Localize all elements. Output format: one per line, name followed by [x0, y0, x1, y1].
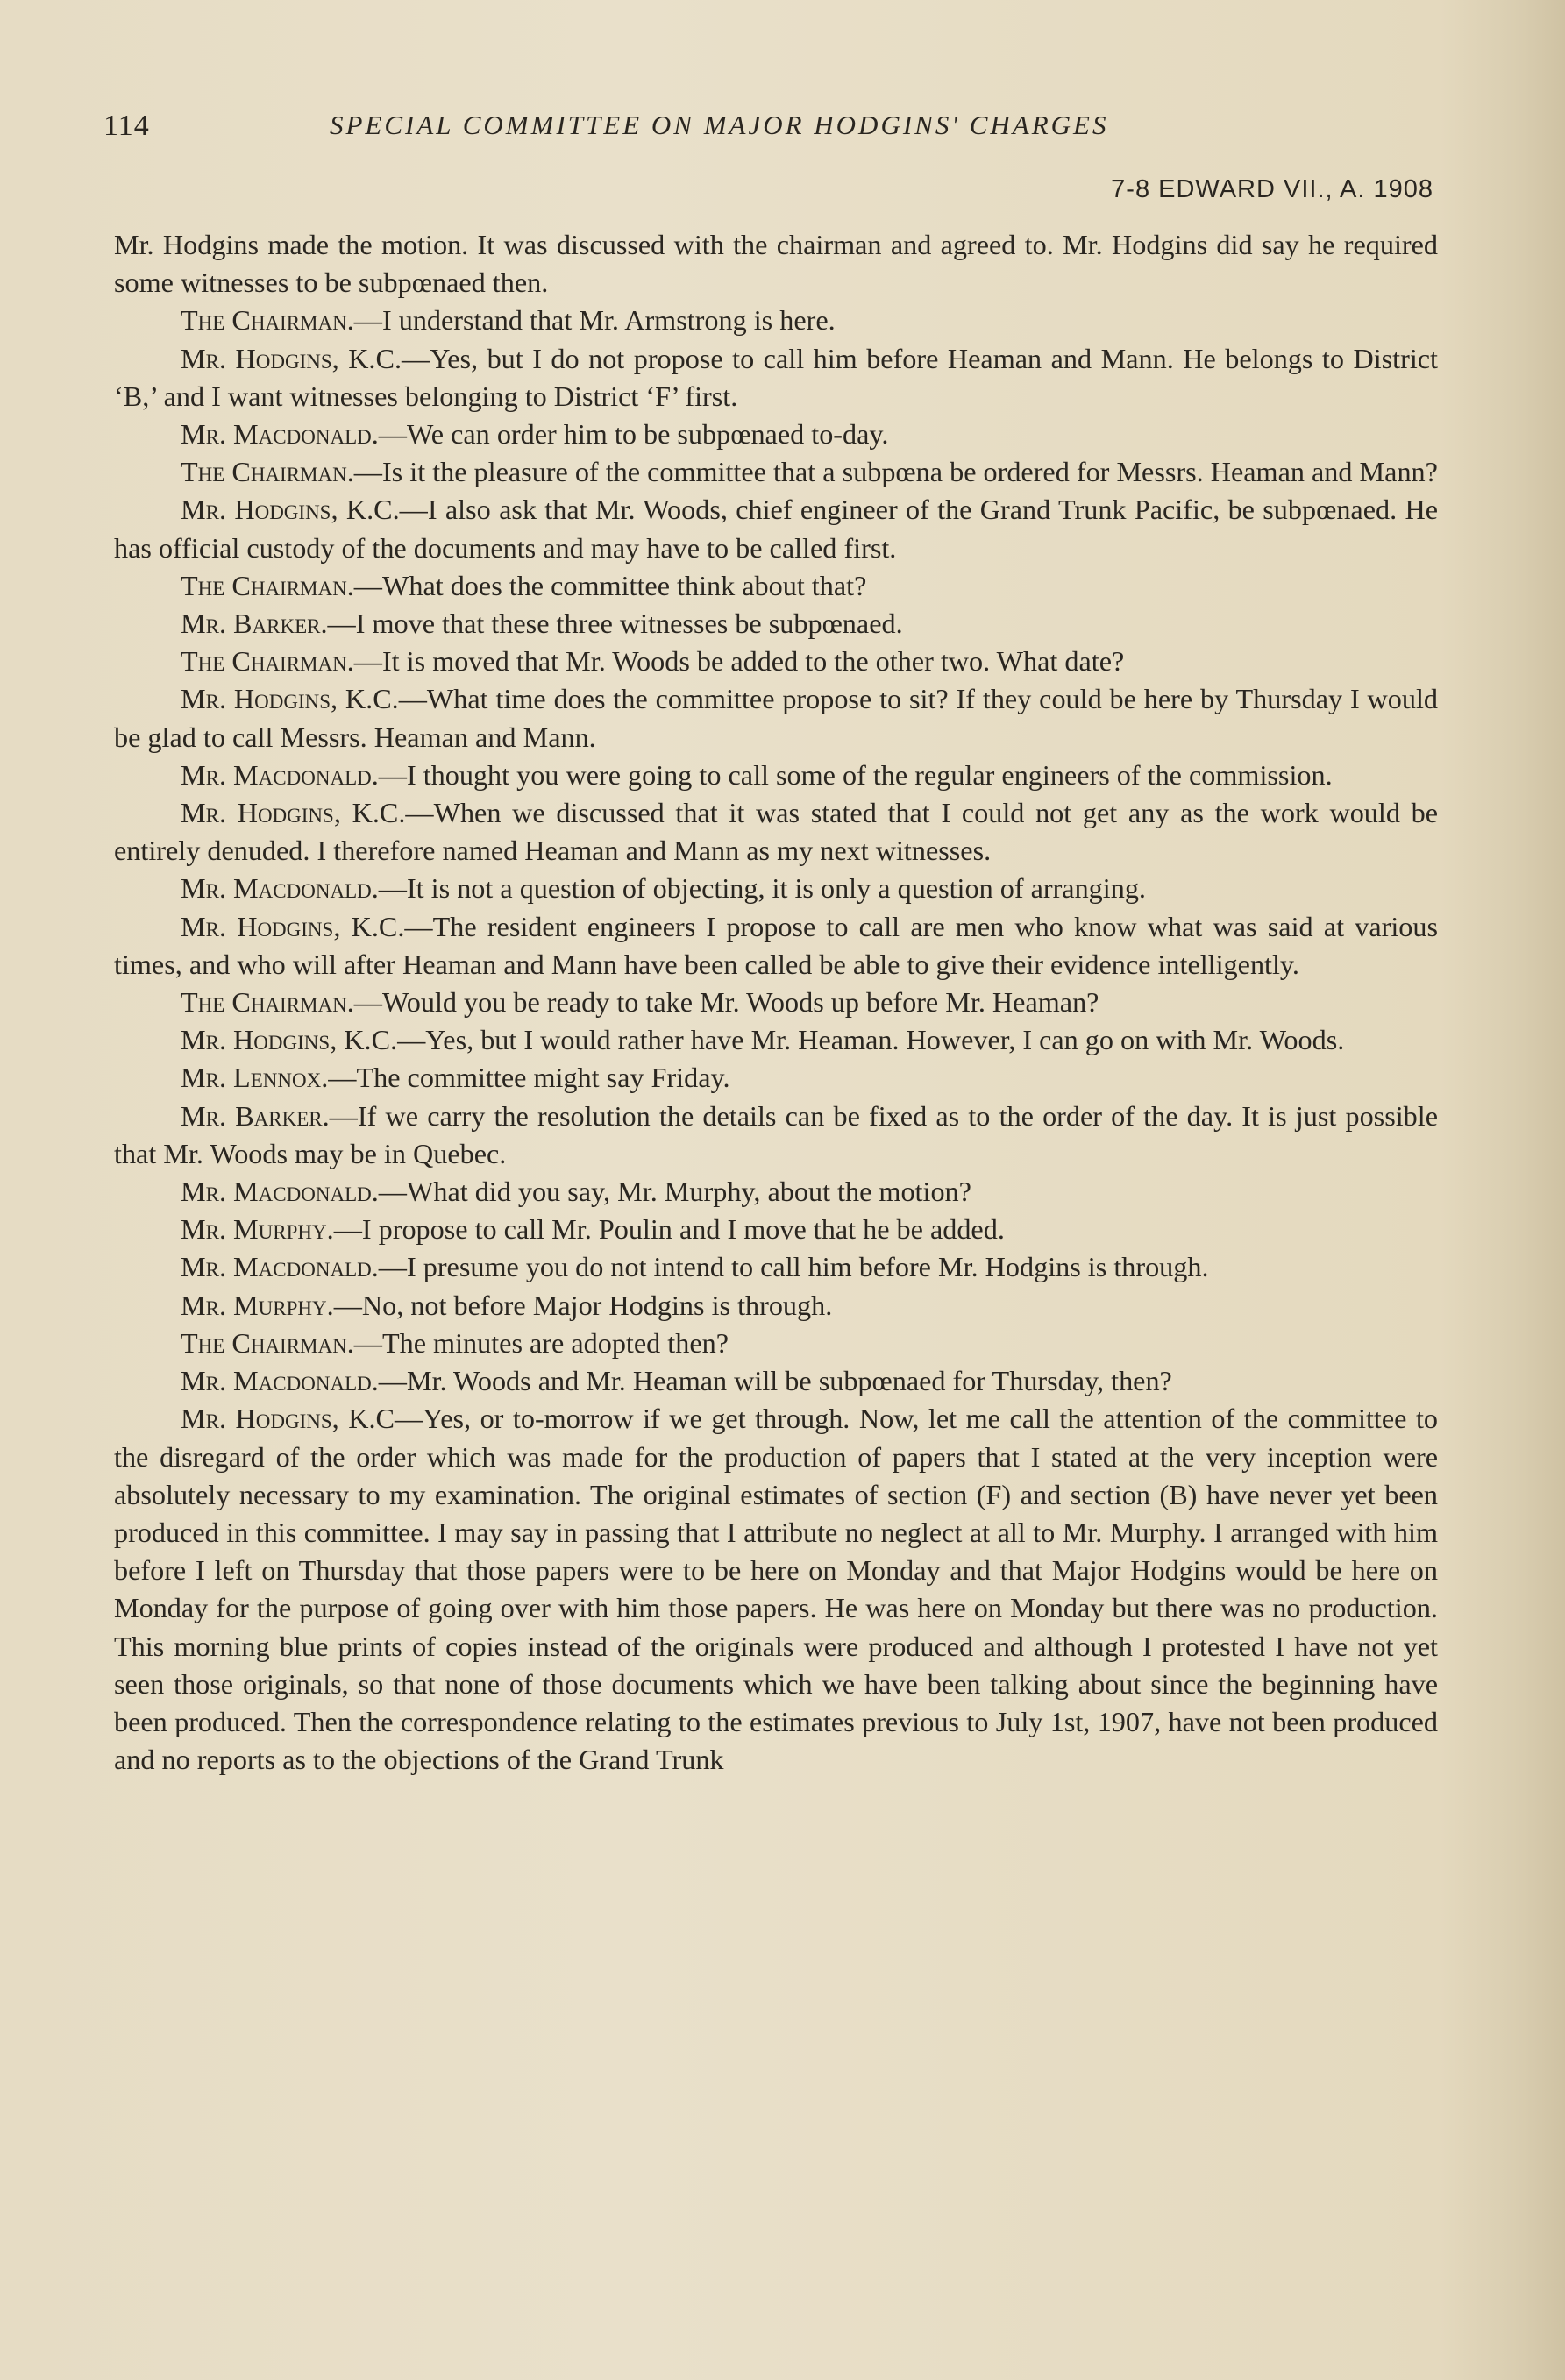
paragraph-text: —The resident engineers I propose to call are men who know what was said at various times, and who will after Heaman and Mann have been called be able to give their evidence intelligently. — [114, 910, 1438, 980]
running-title: SPECIAL COMMITTEE ON MAJOR HODGINS' CHARGES — [330, 110, 1109, 140]
paragraph — [114, 1362, 1438, 1400]
page-header — [103, 110, 1445, 153]
speaker-name: Mr. Macdonald. — [181, 758, 379, 791]
paragraph-text: —The minutes are adopted then? — [353, 1326, 729, 1359]
speaker-name: The Chairman. — [181, 569, 354, 601]
speaker-name: Mr. Barker. — [181, 1099, 330, 1132]
paragraph — [114, 605, 1438, 643]
paragraph-text: —When we discussed that it was stated that I could not get any as the work would be entirely denuded. I therefore named Heaman and Mann as my next witnesses. — [114, 797, 1438, 867]
page-number: 114 — [103, 110, 150, 142]
speaker-name: The Chairman. — [181, 304, 354, 337]
speaker-name: The Chairman. — [181, 986, 354, 1019]
paragraph-text: —I thought you were going to call some of the regular engineers of the commission. — [378, 758, 1333, 791]
paragraph-text: —If we carry the resolution the details can be fixed as to the order of the day. It is just possible that Mr. Woods may be in Quebec. — [114, 1099, 1438, 1169]
paragraph-text: —I propose to call Mr. Poulin and I move that he be added. — [333, 1213, 1005, 1246]
paragraph — [114, 1098, 1438, 1173]
paragraph — [114, 908, 1438, 984]
paragraph-text: —No, not before Major Hodgins is through. — [333, 1289, 833, 1321]
paragraph — [114, 1287, 1438, 1325]
speaker-name: The Chairman. — [181, 456, 354, 488]
speaker-name: Mr. Lennox. — [181, 1062, 329, 1094]
paragraph — [114, 984, 1438, 1021]
speaker-name: Mr. Hodgins, K.C. — [181, 683, 399, 715]
speaker-name: Mr. Macdonald. — [181, 1176, 379, 1208]
paragraph — [114, 1021, 1438, 1059]
paragraph-text: —I understand that Mr. Armstrong is here. — [353, 304, 836, 337]
paragraph — [114, 680, 1438, 756]
paragraph-text: —Would you be ready to take Mr. Woods up before Mr. Heaman? — [353, 986, 1099, 1019]
paragraph-text: —I presume you do not intend to call him before Mr. Hodgins is through. — [378, 1251, 1209, 1283]
speaker-name: Mr. Hodgins, K.C. — [181, 1024, 398, 1056]
paragraph-text: —Yes, but I do not propose to call him before Heaman and Mann. He belongs to District ‘B,’ and I want witnesses belonging to District ‘F’ first. — [114, 342, 1438, 412]
paragraph — [114, 1059, 1438, 1097]
speaker-name: Mr. Macdonald. — [181, 418, 379, 451]
paragraph — [114, 567, 1438, 605]
paragraph — [114, 643, 1438, 680]
paragraph-text: —I also ask that Mr. Woods, chief engineer of the Grand Trunk Pacific, be subpœnaed. He has official custody of the documents and may have to be called first. — [114, 494, 1438, 564]
paragraph — [114, 340, 1438, 416]
speaker-name: Mr. Macdonald. — [181, 1251, 379, 1283]
speaker-name: Mr. Hodgins, K.C. — [181, 494, 400, 526]
paragraph-text: —It is not a question of objecting, it is only a question of arranging. — [378, 872, 1146, 905]
speaker-name: Mr. Murphy. — [181, 1289, 334, 1321]
speaker-name: Mr. Barker. — [181, 607, 328, 640]
paragraph — [114, 757, 1438, 794]
paragraph-text: —What does the committee think about that? — [353, 569, 867, 601]
paragraph — [114, 1173, 1438, 1211]
speaker-name: Mr. Murphy. — [181, 1213, 334, 1246]
paragraph — [114, 453, 1438, 491]
paragraph-text: —It is moved that Mr. Woods be added to the other two. What date? — [353, 645, 1125, 678]
paragraph-text: —Yes, or to-morrow if we get through. Now, let me call the attention of the committee to the disregard of the order which was made for the production of papers that I stated at the very inception were absolutely necessary to my examination. The original estimates of section (F) and section (B) have never yet been produced in this committee. I may say in passing that I attribute no neglect at all to Mr. Murphy. I arranged with him before I left on Thursday that those papers were to be here on Monday and that Major Hodgins would be here on Monday for the purpose of going over with him those papers. He was here on Monday but there was no production. This morning blue prints of copies instead of the originals were produced and although I protested I have not yet seen those originals, so that none of those documents which we have been talking about since the beginning have been produced. Then the correspondence relating to the estimates previous to July 1st, 1907, have not been produced and no reports as to the objections of the Grand Trunk — [114, 1403, 1439, 1776]
speaker-name: Mr. Hodgins, K.C. — [181, 910, 405, 942]
speaker-name: The Chairman. — [181, 1326, 354, 1359]
paragraph — [114, 1211, 1438, 1248]
paragraph-text: —Is it the pleasure of the committee that a subpœna be ordered for Messrs. Heaman and Mann? — [353, 456, 1438, 488]
speaker-name: Mr. Macdonald. — [181, 872, 379, 905]
speaker-name: Mr. Macdonald. — [181, 1365, 379, 1397]
paragraph — [114, 491, 1438, 566]
speaker-name: Mr. Hodgins, K.C. — [181, 342, 402, 374]
paragraph-text: Mr. Hodgins made the motion. It was discussed with the chairman and agreed to. Mr. Hodgins did say he required some witnesses to be subpœnaed then. — [114, 229, 1438, 299]
paragraph — [114, 416, 1438, 453]
paragraph-text: —Mr. Woods and Mr. Heaman will be subpœnaed for Thursday, then? — [378, 1365, 1172, 1397]
session-reference: 7-8 EDWARD VII., A. 1908 — [1111, 175, 1433, 203]
speaker-name: Mr. Hodgins, K.C — [181, 1403, 395, 1435]
paragraph — [114, 1248, 1438, 1286]
paragraph — [114, 870, 1438, 907]
speaker-name: The Chairman. — [181, 645, 354, 678]
paragraph — [114, 1325, 1438, 1362]
paragraph — [114, 794, 1438, 870]
paragraph — [114, 302, 1438, 339]
paragraph-text: —The committee might say Friday. — [328, 1062, 730, 1094]
paragraph-text: —What time does the committee propose to sit? If they could be here by Thursday I would be glad to call Messrs. Heaman and Mann. — [114, 683, 1439, 753]
paragraph — [114, 1400, 1438, 1779]
paragraph — [114, 226, 1438, 302]
paragraph-text: —I move that these three witnesses be subpœnaed. — [327, 607, 903, 640]
paragraph-text: —What did you say, Mr. Murphy, about the motion? — [378, 1176, 971, 1208]
speaker-name: Mr. Hodgins, K.C. — [181, 797, 406, 829]
paragraph-text: —Yes, but I would rather have Mr. Heaman. However, I can go on with Mr. Woods. — [397, 1024, 1345, 1056]
transcript-body — [114, 226, 1438, 1779]
paragraph-text: —We can order him to be subpœnaed to-day. — [378, 418, 889, 451]
